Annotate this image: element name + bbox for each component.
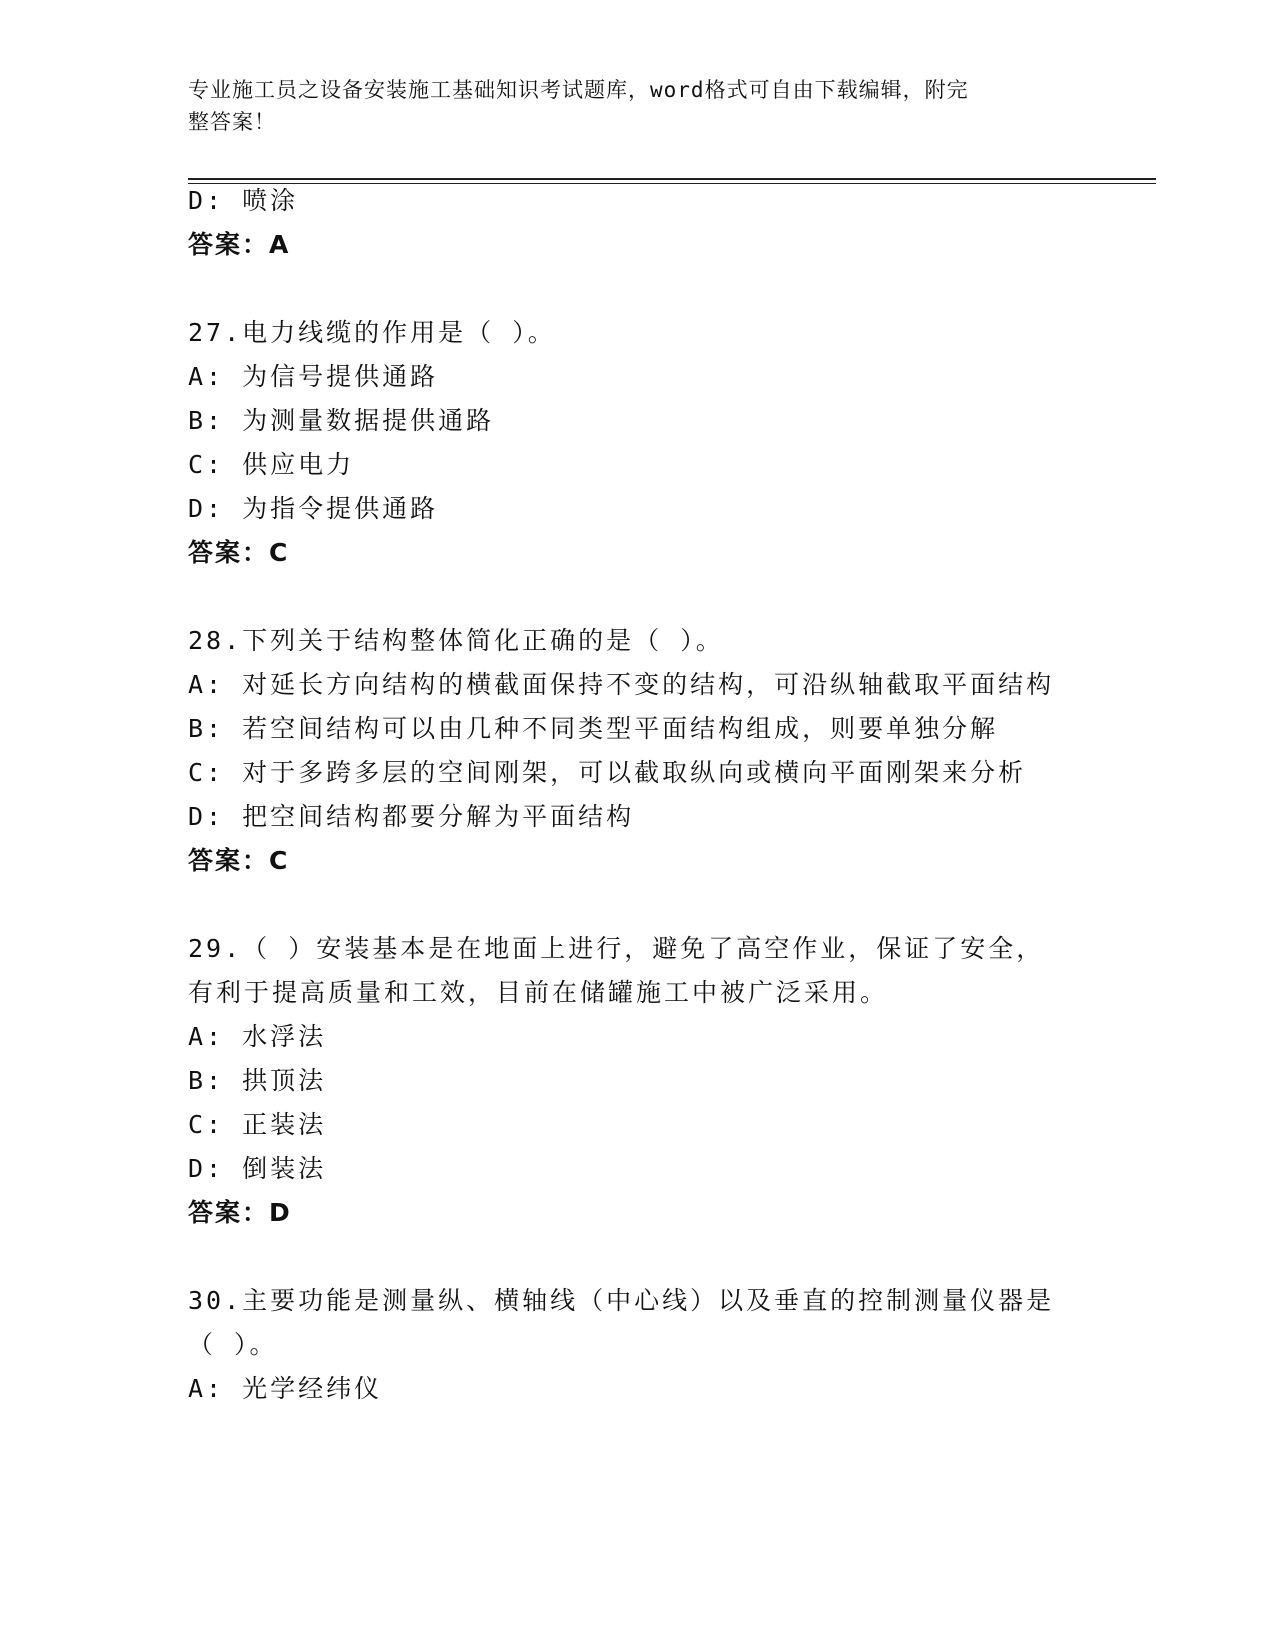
q29-answer: 答案：D bbox=[188, 1198, 292, 1227]
q28-answer: 答案：C bbox=[188, 846, 290, 875]
q27-option-c: C: 供应电力 bbox=[188, 450, 355, 479]
q28-option-d: D: 把空间结构都要分解为平面结构 bbox=[188, 802, 635, 831]
q28-stem: 28.下列关于结构整体简化正确的是（ ）。 bbox=[188, 626, 724, 655]
q28-option-b: B: 若空间结构可以由几种不同类型平面结构组成，则要单独分解 bbox=[188, 714, 999, 743]
header-divider-thick bbox=[188, 178, 1156, 180]
header-line-1: 专业施工员之设备安装施工基础知识考试题库，word格式可自由下载编辑，附完 bbox=[188, 78, 969, 102]
q30-stem-line-1: 30.主要功能是测量纵、横轴线（中心线）以及垂直的控制测量仪器是 bbox=[188, 1286, 1055, 1315]
q26-answer: 答案：A bbox=[188, 230, 291, 259]
q29-option-b: B: 拱顶法 bbox=[188, 1066, 327, 1095]
q28-option-a: A: 对延长方向结构的横截面保持不变的结构，可沿纵轴截取平面结构 bbox=[188, 670, 1055, 699]
q27-option-a: A: 为信号提供通路 bbox=[188, 362, 439, 391]
q27-option-b: B: 为测量数据提供通路 bbox=[188, 406, 495, 435]
q27-option-d: D: 为指令提供通路 bbox=[188, 494, 439, 523]
q27-stem: 27.电力线缆的作用是（ ）。 bbox=[188, 318, 556, 347]
q30-stem-line-2: （ ）。 bbox=[188, 1330, 278, 1359]
q26-option-d: D: 喷涂 bbox=[188, 186, 299, 215]
q29-stem-line-1: 29.（ ）安装基本是在地面上进行，避免了高空作业，保证了安全， bbox=[188, 934, 1045, 963]
q29-option-c: C: 正装法 bbox=[188, 1110, 327, 1139]
q29-stem-line-2: 有利于提高质量和工效，目前在储罐施工中被广泛采用。 bbox=[188, 978, 889, 1007]
q27-answer: 答案：C bbox=[188, 538, 290, 567]
header-divider-thin bbox=[188, 183, 1156, 184]
q29-option-a: A: 水浮法 bbox=[188, 1022, 327, 1051]
q28-option-c: C: 对于多跨多层的空间刚架，可以截取纵向或横向平面刚架来分析 bbox=[188, 758, 1027, 787]
header-line-2: 整答案！ bbox=[188, 110, 276, 134]
q29-option-d: D: 倒装法 bbox=[188, 1154, 327, 1183]
document-header bbox=[188, 74, 1068, 138]
q30-option-a: A: 光学经纬仪 bbox=[188, 1374, 383, 1403]
